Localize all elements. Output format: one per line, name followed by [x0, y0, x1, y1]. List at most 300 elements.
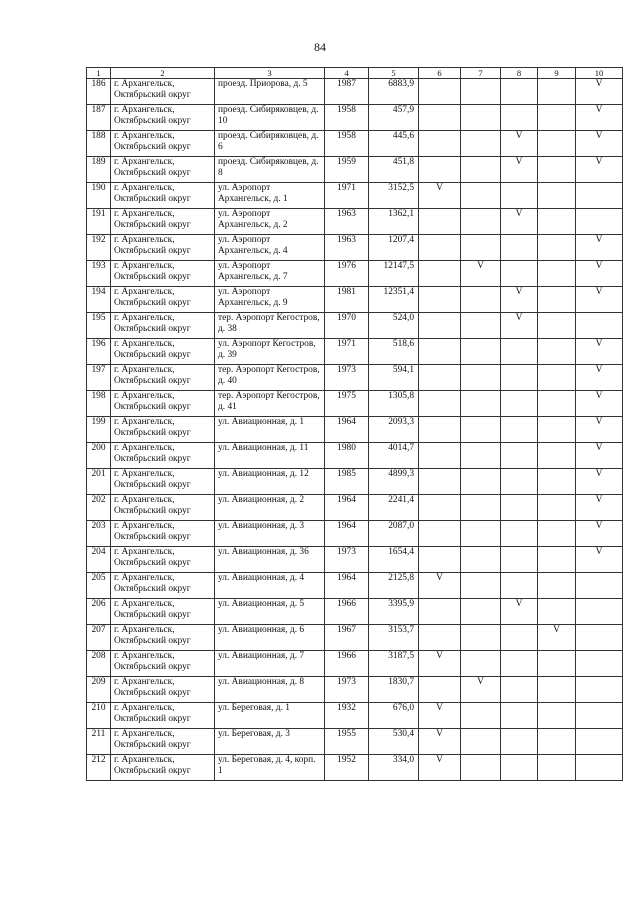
table-row [87, 131, 623, 157]
address-cell: ул. Авиационная, д. 6 [215, 625, 325, 651]
mark-col-9 [538, 521, 576, 547]
area-cell: 3187,5 [369, 651, 419, 677]
mark-col-6 [419, 365, 461, 391]
column-header: 1 [87, 68, 111, 79]
table-row [87, 599, 623, 625]
mark-col-8 [501, 417, 538, 443]
mark-col-6 [419, 417, 461, 443]
mark-col-7 [461, 599, 501, 625]
district-cell: г. Архангельск, Октябрьский округ [111, 599, 215, 625]
table-row [87, 495, 623, 521]
mark-col-9 [538, 391, 576, 417]
mark-col-8 [501, 235, 538, 261]
address-cell: ул. Авиационная, д. 12 [215, 469, 325, 495]
mark-col-10 [576, 625, 623, 651]
mark-col-8 [501, 703, 538, 729]
column-header: 2 [111, 68, 215, 79]
mark-col-10: V [576, 235, 623, 261]
mark-col-10 [576, 703, 623, 729]
year-cell: 1963 [325, 209, 369, 235]
table-row [87, 365, 623, 391]
row-number: 207 [87, 625, 111, 651]
mark-col-10: V [576, 131, 623, 157]
mark-col-8: V [501, 599, 538, 625]
mark-col-10: V [576, 391, 623, 417]
year-cell: 1963 [325, 235, 369, 261]
row-number: 206 [87, 599, 111, 625]
row-number: 199 [87, 417, 111, 443]
mark-col-7 [461, 651, 501, 677]
mark-col-9 [538, 469, 576, 495]
mark-col-9 [538, 703, 576, 729]
area-cell: 518,6 [369, 339, 419, 365]
area-cell: 2125,8 [369, 573, 419, 599]
year-cell: 1964 [325, 417, 369, 443]
address-cell: проезд. Сибиряковцев, д. 8 [215, 157, 325, 183]
page-number: 84 [314, 40, 326, 54]
mark-col-9 [538, 365, 576, 391]
area-cell: 676,0 [369, 703, 419, 729]
year-cell: 1959 [325, 157, 369, 183]
mark-col-6 [419, 495, 461, 521]
address-cell: ул. Аэропорт Архангельск, д. 2 [215, 209, 325, 235]
table-row [87, 417, 623, 443]
district-cell: г. Архангельск, Октябрьский округ [111, 417, 215, 443]
area-cell: 2087,0 [369, 521, 419, 547]
mark-col-8: V [501, 313, 538, 339]
row-number: 205 [87, 573, 111, 599]
mark-col-6 [419, 79, 461, 105]
row-number: 190 [87, 183, 111, 209]
mark-col-7 [461, 313, 501, 339]
mark-col-8 [501, 183, 538, 209]
address-cell: проезд. Сибиряковцев, д. 10 [215, 105, 325, 131]
area-cell: 451,8 [369, 157, 419, 183]
row-number: 195 [87, 313, 111, 339]
table-row [87, 755, 623, 781]
mark-col-6 [419, 105, 461, 131]
address-cell: ул. Аэропорт Кегостров, д. 39 [215, 339, 325, 365]
year-cell: 1973 [325, 547, 369, 573]
mark-col-6: V [419, 573, 461, 599]
mark-col-10 [576, 599, 623, 625]
row-number: 189 [87, 157, 111, 183]
area-cell: 530,4 [369, 729, 419, 755]
mark-col-7 [461, 521, 501, 547]
mark-col-7 [461, 495, 501, 521]
district-cell: г. Архангельск, Октябрьский округ [111, 677, 215, 703]
mark-col-6 [419, 339, 461, 365]
mark-col-8 [501, 755, 538, 781]
table-row [87, 157, 623, 183]
area-cell: 2241,4 [369, 495, 419, 521]
mark-col-9 [538, 443, 576, 469]
mark-col-9 [538, 547, 576, 573]
district-cell: г. Архангельск, Октябрьский округ [111, 79, 215, 105]
district-cell: г. Архангельск, Октябрьский округ [111, 131, 215, 157]
mark-col-6 [419, 391, 461, 417]
mark-col-10 [576, 209, 623, 235]
area-cell: 3152,5 [369, 183, 419, 209]
mark-col-8 [501, 105, 538, 131]
row-number: 210 [87, 703, 111, 729]
column-header: 7 [461, 68, 501, 79]
table-row [87, 183, 623, 209]
area-cell: 1362,1 [369, 209, 419, 235]
district-cell: г. Архангельск, Октябрьский округ [111, 313, 215, 339]
table-row [87, 547, 623, 573]
mark-col-9 [538, 651, 576, 677]
address-cell: ул. Авиационная, д. 36 [215, 547, 325, 573]
year-cell: 1966 [325, 599, 369, 625]
row-number: 196 [87, 339, 111, 365]
row-number: 187 [87, 105, 111, 131]
area-cell: 6883,9 [369, 79, 419, 105]
district-cell: г. Архангельск, Октябрьский округ [111, 183, 215, 209]
mark-col-8 [501, 677, 538, 703]
address-cell: тер. Аэропорт Кегостров, д. 38 [215, 313, 325, 339]
mark-col-8 [501, 547, 538, 573]
mark-col-9 [538, 755, 576, 781]
mark-col-7 [461, 547, 501, 573]
area-cell: 2093,3 [369, 417, 419, 443]
mark-col-9 [538, 339, 576, 365]
mark-col-6: V [419, 651, 461, 677]
mark-col-6 [419, 443, 461, 469]
table-row [87, 443, 623, 469]
district-cell: г. Архангельск, Октябрьский округ [111, 755, 215, 781]
district-cell: г. Архангельск, Октябрьский округ [111, 105, 215, 131]
mark-col-7 [461, 365, 501, 391]
mark-col-8 [501, 391, 538, 417]
mark-col-6 [419, 469, 461, 495]
area-cell: 445,6 [369, 131, 419, 157]
mark-col-10: V [576, 105, 623, 131]
mark-col-8 [501, 469, 538, 495]
mark-col-8 [501, 365, 538, 391]
mark-col-7 [461, 703, 501, 729]
mark-col-7 [461, 287, 501, 313]
year-cell: 1973 [325, 677, 369, 703]
year-cell: 1975 [325, 391, 369, 417]
district-cell: г. Архангельск, Октябрьский округ [111, 651, 215, 677]
mark-col-10: V [576, 365, 623, 391]
district-cell: г. Архангельск, Октябрьский округ [111, 339, 215, 365]
mark-col-10: V [576, 261, 623, 287]
column-number-row [87, 68, 623, 79]
district-cell: г. Архангельск, Октябрьский округ [111, 443, 215, 469]
row-number: 204 [87, 547, 111, 573]
district-cell: г. Архангельск, Октябрьский округ [111, 495, 215, 521]
year-cell: 1964 [325, 495, 369, 521]
mark-col-8 [501, 625, 538, 651]
row-number: 202 [87, 495, 111, 521]
column-header: 8 [501, 68, 538, 79]
mark-col-7 [461, 755, 501, 781]
mark-col-7: V [461, 261, 501, 287]
area-cell: 3395,9 [369, 599, 419, 625]
row-number: 211 [87, 729, 111, 755]
area-cell: 1654,4 [369, 547, 419, 573]
mark-col-7 [461, 183, 501, 209]
address-cell: ул. Аэропорт Архангельск, д. 4 [215, 235, 325, 261]
housing-registry-table [86, 67, 623, 781]
address-cell: ул. Береговая, д. 3 [215, 729, 325, 755]
address-cell: ул. Аэропорт Архангельск, д. 9 [215, 287, 325, 313]
mark-col-7 [461, 443, 501, 469]
mark-col-7 [461, 105, 501, 131]
mark-col-6: V [419, 703, 461, 729]
mark-col-10: V [576, 79, 623, 105]
mark-col-10: V [576, 547, 623, 573]
address-cell: ул. Аэропорт Архангельск, д. 7 [215, 261, 325, 287]
mark-col-10: V [576, 443, 623, 469]
mark-col-9 [538, 417, 576, 443]
table-row [87, 287, 623, 313]
table-row [87, 105, 623, 131]
column-header: 4 [325, 68, 369, 79]
district-cell: г. Архангельск, Октябрьский округ [111, 573, 215, 599]
year-cell: 1964 [325, 573, 369, 599]
mark-col-7 [461, 573, 501, 599]
mark-col-6 [419, 157, 461, 183]
mark-col-7 [461, 157, 501, 183]
address-cell: тер. Аэропорт Кегостров, д. 40 [215, 365, 325, 391]
mark-col-6 [419, 677, 461, 703]
mark-col-7 [461, 625, 501, 651]
mark-col-9 [538, 235, 576, 261]
table-row [87, 313, 623, 339]
mark-col-9 [538, 599, 576, 625]
mark-col-9: V [538, 625, 576, 651]
table-row [87, 573, 623, 599]
mark-col-8 [501, 261, 538, 287]
area-cell: 4014,7 [369, 443, 419, 469]
mark-col-8 [501, 443, 538, 469]
table-row [87, 209, 623, 235]
year-cell: 1981 [325, 287, 369, 313]
mark-col-6: V [419, 755, 461, 781]
year-cell: 1966 [325, 651, 369, 677]
district-cell: г. Архангельск, Октябрьский округ [111, 703, 215, 729]
year-cell: 1932 [325, 703, 369, 729]
address-cell: проезд. Сибиряковцев, д. 6 [215, 131, 325, 157]
row-number: 193 [87, 261, 111, 287]
mark-col-9 [538, 495, 576, 521]
row-number: 197 [87, 365, 111, 391]
mark-col-10: V [576, 469, 623, 495]
year-cell: 1952 [325, 755, 369, 781]
table-row [87, 521, 623, 547]
address-cell: ул. Авиационная, д. 2 [215, 495, 325, 521]
mark-col-7 [461, 131, 501, 157]
row-number: 188 [87, 131, 111, 157]
mark-col-10 [576, 313, 623, 339]
address-cell: ул. Авиационная, д. 4 [215, 573, 325, 599]
mark-col-8: V [501, 209, 538, 235]
mark-col-7 [461, 339, 501, 365]
district-cell: г. Архангельск, Октябрьский округ [111, 157, 215, 183]
table-row [87, 677, 623, 703]
column-header: 3 [215, 68, 325, 79]
mark-col-9 [538, 287, 576, 313]
mark-col-9 [538, 209, 576, 235]
mark-col-6: V [419, 183, 461, 209]
row-number: 194 [87, 287, 111, 313]
mark-col-10: V [576, 157, 623, 183]
mark-col-9 [538, 313, 576, 339]
mark-col-10: V [576, 417, 623, 443]
mark-col-10: V [576, 339, 623, 365]
area-cell: 12147,5 [369, 261, 419, 287]
mark-col-6 [419, 287, 461, 313]
table-row [87, 625, 623, 651]
mark-col-7: V [461, 677, 501, 703]
district-cell: г. Архангельск, Октябрьский округ [111, 287, 215, 313]
year-cell: 1976 [325, 261, 369, 287]
mark-col-7 [461, 469, 501, 495]
mark-col-10 [576, 755, 623, 781]
mark-col-10 [576, 677, 623, 703]
mark-col-8 [501, 651, 538, 677]
row-number: 198 [87, 391, 111, 417]
address-cell: ул. Авиационная, д. 3 [215, 521, 325, 547]
address-cell: ул. Аэропорт Архангельск, д. 1 [215, 183, 325, 209]
table-row [87, 339, 623, 365]
mark-col-9 [538, 79, 576, 105]
column-header: 9 [538, 68, 576, 79]
row-number: 186 [87, 79, 111, 105]
area-cell: 594,1 [369, 365, 419, 391]
year-cell: 1971 [325, 339, 369, 365]
area-cell: 457,9 [369, 105, 419, 131]
row-number: 208 [87, 651, 111, 677]
mark-col-10: V [576, 521, 623, 547]
mark-col-9 [538, 131, 576, 157]
year-cell: 1955 [325, 729, 369, 755]
mark-col-10 [576, 651, 623, 677]
mark-col-9 [538, 105, 576, 131]
mark-col-8 [501, 729, 538, 755]
year-cell: 1980 [325, 443, 369, 469]
mark-col-8: V [501, 287, 538, 313]
area-cell: 3153,7 [369, 625, 419, 651]
column-header: 6 [419, 68, 461, 79]
row-number: 203 [87, 521, 111, 547]
district-cell: г. Архангельск, Октябрьский округ [111, 235, 215, 261]
address-cell: ул. Авиационная, д. 8 [215, 677, 325, 703]
area-cell: 4899,3 [369, 469, 419, 495]
mark-col-7 [461, 209, 501, 235]
district-cell: г. Архангельск, Октябрьский округ [111, 365, 215, 391]
address-cell: проезд. Приорова, д. 5 [215, 79, 325, 105]
mark-col-6 [419, 625, 461, 651]
year-cell: 1958 [325, 131, 369, 157]
area-cell: 524,0 [369, 313, 419, 339]
mark-col-6 [419, 313, 461, 339]
mark-col-6 [419, 131, 461, 157]
mark-col-10 [576, 573, 623, 599]
year-cell: 1964 [325, 521, 369, 547]
mark-col-7 [461, 391, 501, 417]
address-cell: ул. Авиационная, д. 11 [215, 443, 325, 469]
mark-col-7 [461, 235, 501, 261]
address-cell: ул. Береговая, д. 4, корп. 1 [215, 755, 325, 781]
mark-col-7 [461, 79, 501, 105]
district-cell: г. Архангельск, Октябрьский округ [111, 261, 215, 287]
district-cell: г. Архангельск, Октябрьский округ [111, 521, 215, 547]
address-cell: ул. Авиационная, д. 7 [215, 651, 325, 677]
year-cell: 1987 [325, 79, 369, 105]
mark-col-8 [501, 521, 538, 547]
mark-col-8 [501, 573, 538, 599]
mark-col-8: V [501, 157, 538, 183]
table-row [87, 703, 623, 729]
mark-col-6 [419, 599, 461, 625]
column-header: 5 [369, 68, 419, 79]
address-cell: ул. Авиационная, д. 5 [215, 599, 325, 625]
district-cell: г. Архангельск, Октябрьский округ [111, 209, 215, 235]
area-cell: 334,0 [369, 755, 419, 781]
row-number: 212 [87, 755, 111, 781]
table-row [87, 651, 623, 677]
mark-col-7 [461, 417, 501, 443]
table-row [87, 391, 623, 417]
row-number: 201 [87, 469, 111, 495]
area-cell: 1207,4 [369, 235, 419, 261]
year-cell: 1970 [325, 313, 369, 339]
area-cell: 1830,7 [369, 677, 419, 703]
mark-col-9 [538, 677, 576, 703]
table-row [87, 469, 623, 495]
mark-col-10 [576, 183, 623, 209]
mark-col-8 [501, 339, 538, 365]
district-cell: г. Архангельск, Октябрьский округ [111, 469, 215, 495]
mark-col-6: V [419, 729, 461, 755]
column-header: 10 [576, 68, 623, 79]
area-cell: 1305,8 [369, 391, 419, 417]
address-cell: тер. Аэропорт Кегостров, д. 41 [215, 391, 325, 417]
mark-col-9 [538, 729, 576, 755]
mark-col-9 [538, 157, 576, 183]
row-number: 191 [87, 209, 111, 235]
mark-col-9 [538, 261, 576, 287]
year-cell: 1958 [325, 105, 369, 131]
mark-col-10 [576, 729, 623, 755]
mark-col-6 [419, 261, 461, 287]
table-row [87, 235, 623, 261]
district-cell: г. Архангельск, Октябрьский округ [111, 729, 215, 755]
year-cell: 1985 [325, 469, 369, 495]
district-cell: г. Архангельск, Октябрьский округ [111, 625, 215, 651]
mark-col-10: V [576, 495, 623, 521]
row-number: 209 [87, 677, 111, 703]
mark-col-9 [538, 183, 576, 209]
year-cell: 1971 [325, 183, 369, 209]
row-number: 192 [87, 235, 111, 261]
mark-col-6 [419, 209, 461, 235]
mark-col-6 [419, 521, 461, 547]
area-cell: 12351,4 [369, 287, 419, 313]
row-number: 200 [87, 443, 111, 469]
district-cell: г. Архангельск, Октябрьский округ [111, 391, 215, 417]
mark-col-10: V [576, 287, 623, 313]
mark-col-7 [461, 729, 501, 755]
address-cell: ул. Авиационная, д. 1 [215, 417, 325, 443]
district-cell: г. Архангельск, Октябрьский округ [111, 547, 215, 573]
mark-col-8 [501, 79, 538, 105]
mark-col-6 [419, 547, 461, 573]
